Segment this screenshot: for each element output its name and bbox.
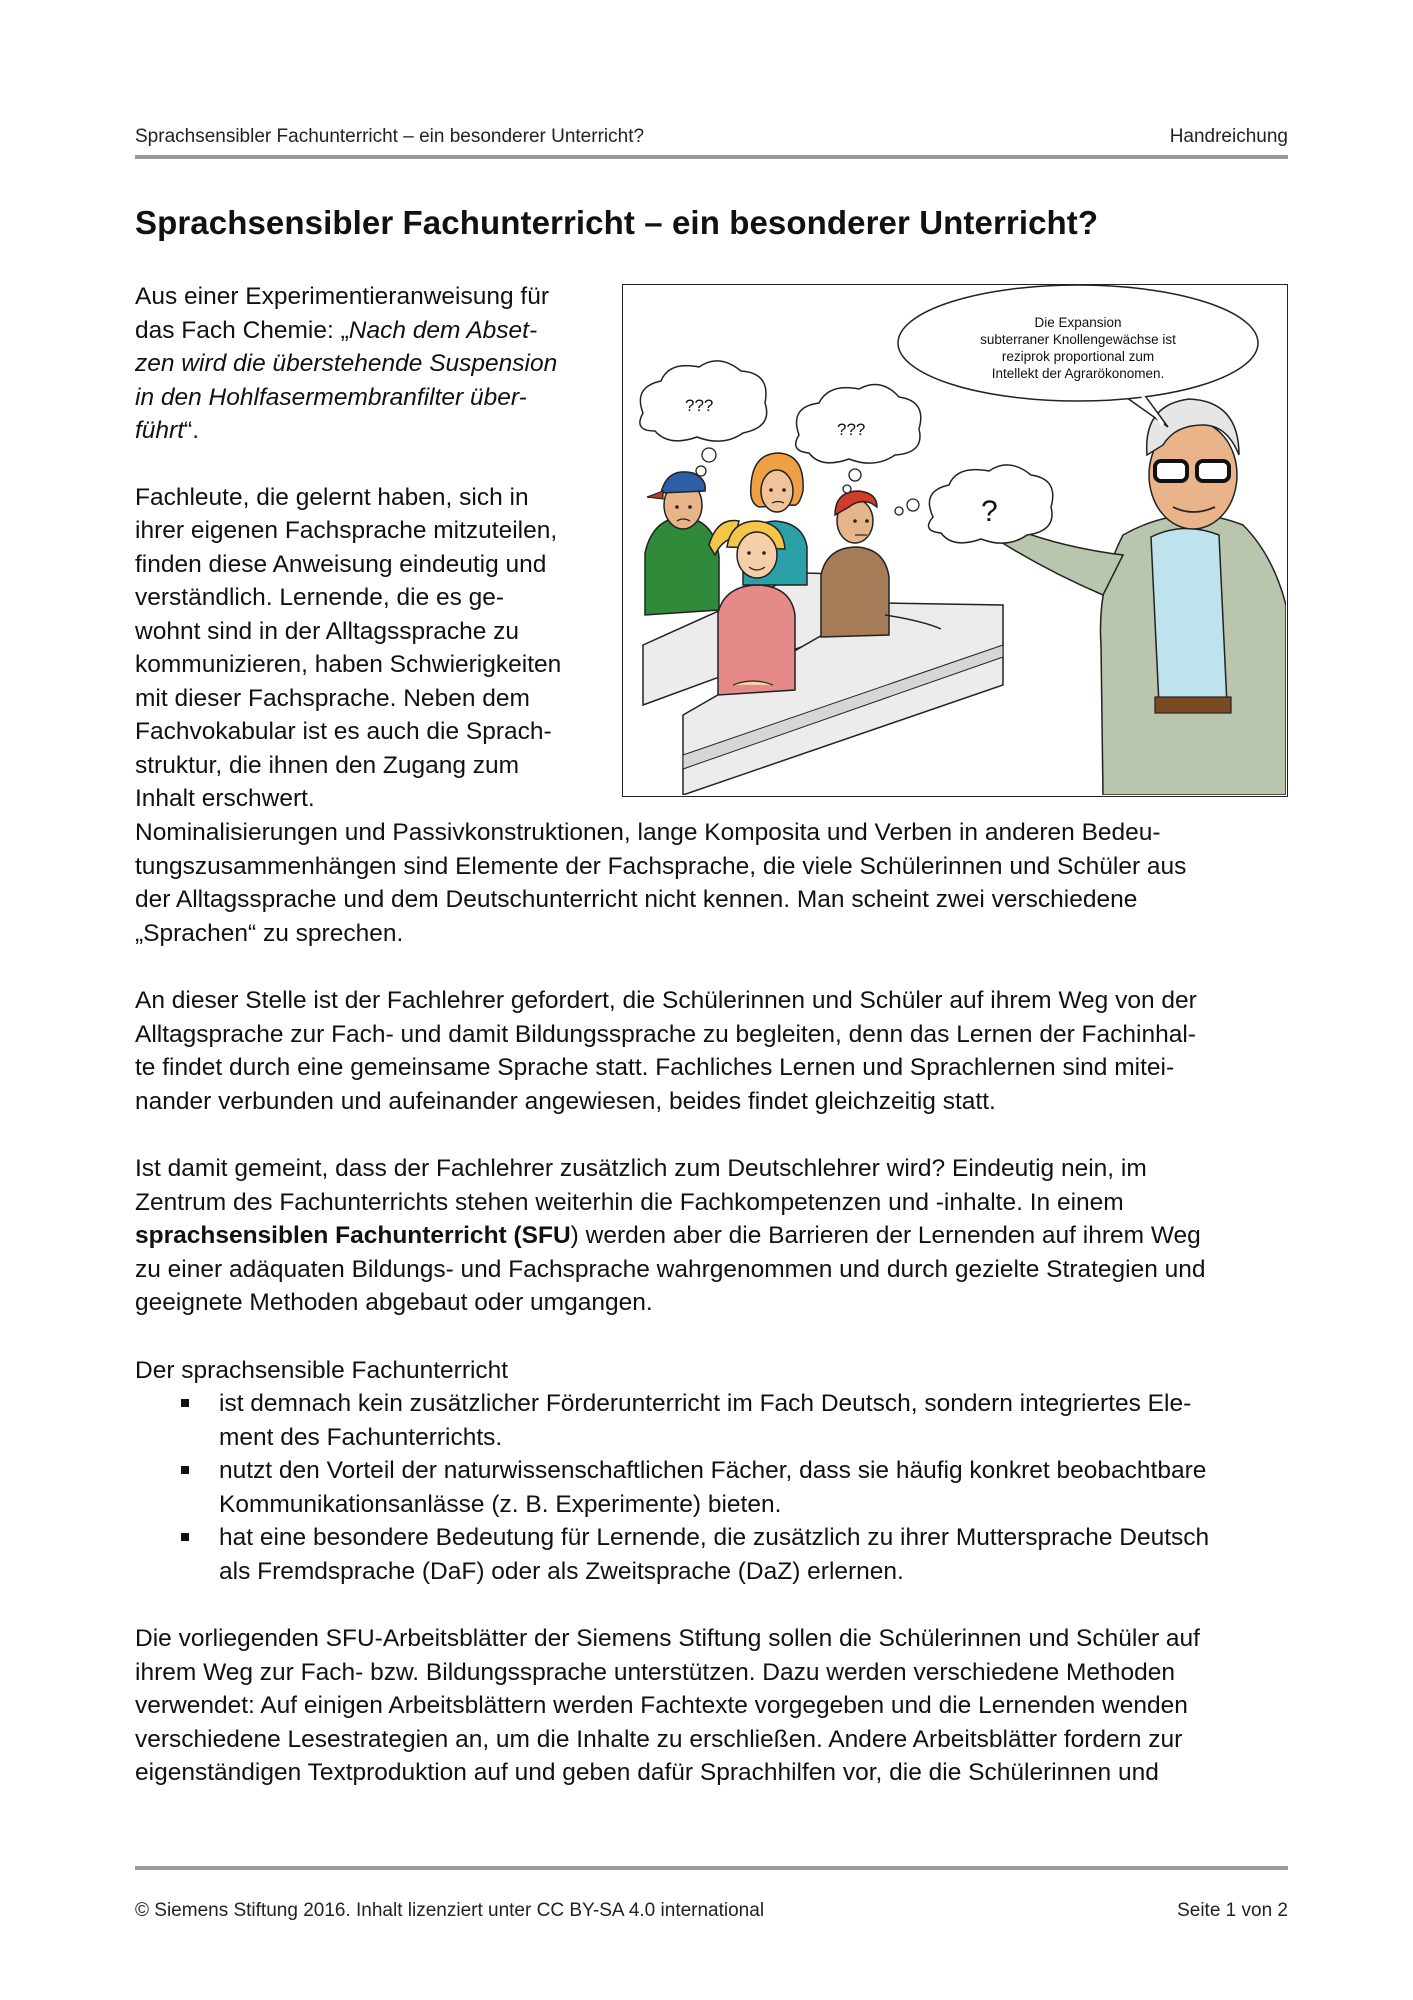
text-line: Ist damit gemeint, dass der Fachlehrer zusätzlich zum Deutschlehrer wird? Eindeutig nein, im	[135, 1155, 1147, 1182]
footer-rule	[135, 1866, 1288, 1870]
text-line: nander verbunden und aufeinander angewiesen, beides findet gleichzeitig statt.	[135, 1087, 996, 1115]
text-run: “.	[184, 417, 199, 444]
text-line: finden diese Anweisung eindeutig und	[135, 550, 547, 578]
list-item	[135, 1521, 1288, 1588]
thought-bubble-middle	[796, 385, 921, 494]
text-line: ihrer eigenen Fachsprache mitzuteilen,	[135, 517, 558, 544]
feature-list	[135, 1387, 1288, 1588]
text-line: tungszusammenhängen sind Elemente der Fachsprache, die viele Schülerinnen und Schüler aus	[135, 852, 1187, 880]
text-line: An dieser Stelle ist der Fachlehrer gefordert, die Schülerinnen und Schüler auf ihrem Weg von der	[135, 987, 1197, 1014]
text-line	[135, 1219, 1288, 1253]
list-item	[135, 1387, 1288, 1454]
quote-text: führt	[135, 417, 185, 444]
paragraph-arbeitsblaetter	[135, 1622, 1288, 1790]
thought-bubble-right	[895, 465, 1053, 543]
list-item	[135, 1454, 1288, 1521]
speech-line: subterraner Knollengewächse ist	[980, 332, 1176, 347]
page-number: Seite 1 von 2	[1177, 1900, 1288, 1921]
quote-text: in den Hohlfasermembranfilter über-	[135, 383, 527, 411]
text-line: struktur, die ihnen den Zugang zum	[135, 751, 520, 779]
teacher	[941, 399, 1286, 795]
text-line: Nominalisierungen und Passivkonstruktionen, lange Komposita und Verben in anderen Bedeu-	[135, 819, 1161, 846]
text-line: nutzt den Vorteil der naturwissenschaftlichen Fächer, dass sie häufig konkret beobachtbare	[219, 1457, 1207, 1484]
classroom-cartoon	[623, 285, 1286, 795]
speech-line: reziprok proportional zum	[1001, 349, 1155, 364]
text-line: der Alltagssprache und dem Deutschunterricht nicht kennen. Man scheint zwei verschiedene	[135, 886, 1138, 913]
text-line: Zentrum des Fachunterrichts stehen weiterhin die Fachkompetenzen und -inhalte. In einem	[135, 1188, 1124, 1216]
text-line: zu einer adäquaten Bildungs- und Fachsprache wahrgenommen und durch gezielte Strategien und	[135, 1255, 1206, 1283]
quote-text: Nach dem Abset-	[348, 316, 538, 344]
page-header	[135, 126, 1288, 148]
speech-line: Intellekt der Agrarökonomen.	[991, 366, 1165, 381]
text-line: Inhalt erschwert.	[135, 785, 315, 812]
text-line: Fachvokabular ist es auch die Sprach-	[135, 718, 552, 745]
page-title: Sprachsensibler Fachunterricht – ein besonderer Unterricht?	[135, 204, 1099, 241]
text-line: hat eine besondere Bedeutung für Lernende, die zusätzlich zu ihrer Muttersprache Deutsch	[219, 1524, 1210, 1551]
thought-text: ?	[981, 495, 998, 528]
text-line: verständlich. Lernende, die es ge-	[135, 584, 505, 611]
copyright-notice: © Siemens Stiftung 2016. Inhalt lizenziert unter CC BY-SA 4.0 international	[135, 1900, 765, 1921]
text-line: verwendet: Auf einigen Arbeitsblättern werden Fachtexte vorgegeben und die Lernenden wenden	[135, 1692, 1188, 1719]
header-label: Handreichung	[1169, 126, 1288, 147]
text-line	[135, 314, 605, 348]
text-line: Die vorliegenden SFU-Arbeitsblätter der Siemens Stiftung sollen die Schülerinnen und Schüler auf	[135, 1625, 1200, 1652]
body-text	[135, 816, 1288, 1790]
text-line: Kommunikationsanlässe (z. B. Experimente) bieten.	[219, 1490, 782, 1518]
header-rule	[135, 155, 1288, 159]
thought-text: ???	[837, 420, 866, 439]
student-pigtails	[709, 521, 795, 696]
text-line: verschiedene Lesestrategien an, um die Inhalte zu erschließen. Andere Arbeitsblätter fordern zur	[135, 1725, 1183, 1753]
header-title: Sprachsensibler Fachunterricht – ein besonderer Unterricht?	[135, 126, 645, 147]
thought-text: ???	[685, 396, 714, 415]
text-line: kommunizieren, haben Schwierigkeiten	[135, 651, 562, 678]
text-line: mit dieser Fachsprache. Neben dem	[135, 684, 530, 712]
text-line: geeignete Methoden abgebaut oder umgangen.	[135, 1289, 653, 1316]
text-line: ihrem Weg zur Fach- bzw. Bildungssprache unterstützen. Dazu werden verschiedene Methoden	[135, 1658, 1175, 1686]
intro-column	[135, 280, 605, 816]
sfu-term: sprachsensiblen Fachunterricht (SFU	[135, 1222, 571, 1249]
intro-paragraph-experts	[135, 481, 605, 816]
text-line: eigenständigen Textproduktion auf und geben dafür Sprachhilfen vor, die die Schülerinnen und	[135, 1759, 1159, 1786]
thought-bubble-left	[640, 361, 767, 476]
classroom-illustration	[622, 284, 1288, 797]
text-run: ) werden aber die Barrieren der Lernenden auf ihrem Weg	[570, 1222, 1201, 1249]
paragraph-sfu	[135, 1152, 1288, 1320]
text-line: ment des Fachunterrichts.	[219, 1423, 503, 1451]
text-run: das Fach Chemie: „	[135, 316, 349, 344]
intro-paragraph-quote	[135, 280, 605, 448]
text-line: Aus einer Experimentieranweisung für	[135, 283, 549, 310]
quote-text: zen wird die überstehende Suspension	[135, 350, 558, 377]
text-line: te findet durch eine gemeinsame Sprache statt. Fachliches Lernen und Sprachlernen sind mitei-	[135, 1054, 1175, 1081]
text-line: „Sprachen“ zu sprechen.	[135, 919, 404, 947]
text-line: ist demnach kein zusätzlicher Förderunterricht im Fach Deutsch, sondern integriertes Ele-	[219, 1390, 1192, 1417]
list-intro: Der sprachsensible Fachunterricht	[135, 1356, 509, 1384]
text-line	[135, 414, 605, 448]
text-line: Fachleute, die gelernt haben, sich in	[135, 483, 529, 511]
student-cap	[645, 472, 719, 615]
text-line: als Fremdsprache (DaF) oder als Zweitsprache (DaZ) erlernen.	[219, 1557, 904, 1585]
speech-line: Die Expansion	[1034, 315, 1122, 330]
paragraph-nominalisierungen	[135, 816, 1288, 950]
text-line: wohnt sind in der Alltagssprache zu	[135, 617, 520, 645]
text-line: Alltagsprache zur Fach- und damit Bildungssprache zu begleiten, denn das Lernen der Fachinhal-	[135, 1020, 1196, 1048]
paragraph-fachlehrer	[135, 984, 1288, 1118]
